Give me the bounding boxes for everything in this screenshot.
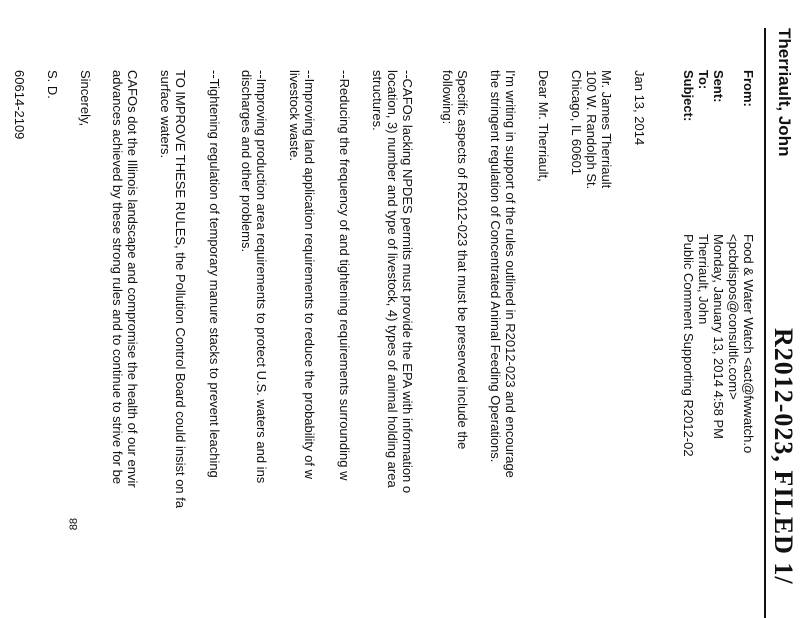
sent-label: Sent: <box>711 70 726 103</box>
bullet-line: location, 3) number and type of livestock, 4) types of animal holding area <box>385 70 400 488</box>
bullet-line: livestock waste. <box>287 70 302 162</box>
address-line: Mr. James Therriault <box>599 70 614 189</box>
bullet-line: --CAFOs lacking NPDES permits must provide the EPA with information o <box>400 70 415 494</box>
header-name: Therriault, John <box>775 28 794 157</box>
to-label: To: <box>696 70 711 90</box>
subject-label: Subject: <box>681 70 696 122</box>
bullet-line: structures. <box>370 70 385 131</box>
from-value: Food & Water Watch <act@fwwatch.o <box>741 234 756 454</box>
intro-line: I'm writing in support of the rules outlined in R2012-023 and encourage <box>503 70 518 478</box>
aspects-line: following: <box>440 70 455 125</box>
intro-line: the stringent regulation of Concentrated Animal Feeding Operations. <box>488 70 503 463</box>
bullet-line: discharges and other problems. <box>239 70 254 253</box>
from-email: <pcbdispos@consultlc.com> <box>726 234 741 400</box>
bullet-line: --Reducing the frequency of and tightening requirements surrounding w <box>337 70 352 481</box>
bullet-line: --Tightening regulation of temporary manure stacks to prevent leaching <box>207 70 222 478</box>
signoff-line: S. D. <box>45 70 60 99</box>
from-label: From: <box>741 70 756 107</box>
closing-line: advances achieved by these strong rules and to continue to strive for be <box>110 70 125 485</box>
closing-line: CAFOs dot the Illinois landscape and compromise the health of our envir <box>125 70 140 488</box>
improve-line: TO IMPROVE THESE RULES, the Pollution Control Board could insist on fa <box>173 70 188 509</box>
bullet-line: --Improving land application requirements to reduce the probability of w <box>302 70 317 479</box>
header-rule <box>764 28 766 618</box>
page-number: 88 <box>68 518 80 531</box>
address-line: 100 W. Randolph St. <box>584 70 599 190</box>
aspects-line: Specific aspects of R2012-023 that must be preserved include the <box>455 70 470 450</box>
salutation: Dear Mr. Therriault, <box>536 70 551 182</box>
improve-line: surface waters. <box>158 70 173 159</box>
filed-stamp: R2012-023, FILED 1/ <box>769 328 798 585</box>
sent-value: Monday, January 13, 2014 4:58 PM <box>711 234 726 439</box>
letter-date: Jan 13, 2014 <box>632 70 647 146</box>
signoff-line: Sincerely, <box>78 70 93 127</box>
to-value: Therriault, John <box>696 234 711 325</box>
address-line: Chicago, IL 60601 <box>569 70 584 176</box>
bullet-line: --Improving production area requirements to protect U.S. waters and ins <box>254 70 269 484</box>
subject-value: Public Comment Supporting R2012-02 <box>681 234 696 457</box>
signoff-line: 60614-2109 <box>12 70 27 140</box>
